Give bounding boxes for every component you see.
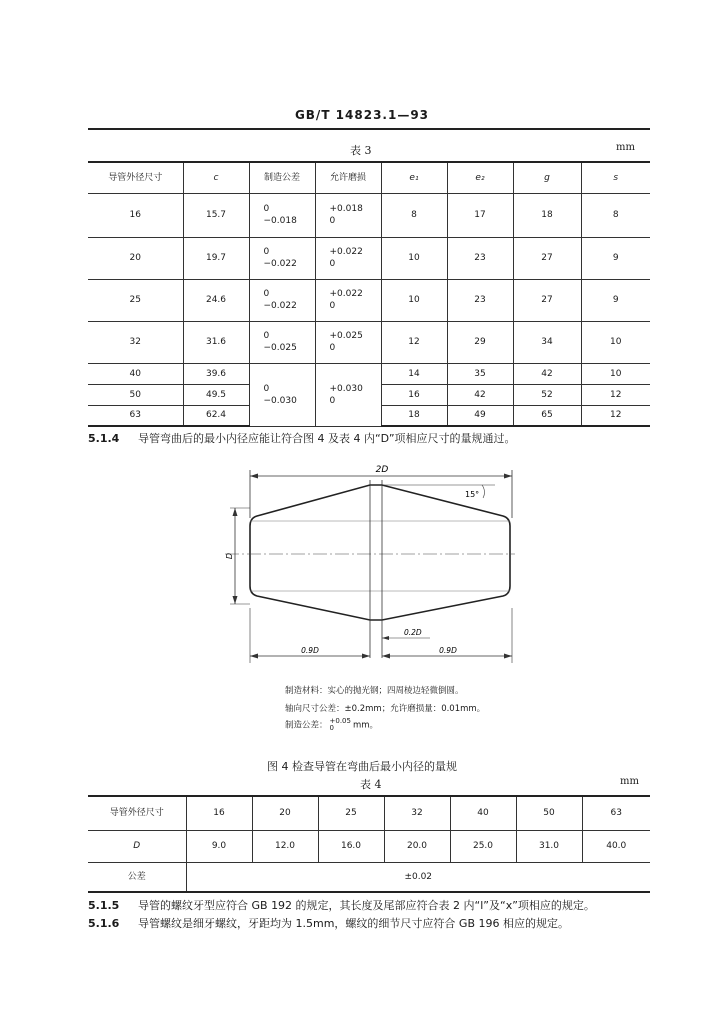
tol-upper: 0 — [263, 331, 270, 341]
cell-e2: 49 — [447, 405, 513, 426]
dim-label-neck: 0.2D — [404, 628, 422, 637]
cell-s: 9 — [581, 237, 650, 279]
wear-upper: +0.022 — [329, 289, 363, 299]
cell-g: 27 — [513, 237, 581, 279]
cell-e2: 42 — [447, 384, 513, 405]
cell-e1: 16 — [381, 384, 447, 405]
cell-e1: 10 — [381, 279, 447, 321]
table-row — [88, 796, 650, 830]
cell-d: 16.0 — [318, 830, 384, 862]
cell-g: 18 — [513, 193, 581, 237]
dim-label-d: D — [225, 552, 234, 560]
cell-s: 8 — [581, 193, 650, 237]
note-mfg-limits — [330, 718, 351, 732]
cell-e2: 17 — [447, 193, 513, 237]
note-mfg-prefix: 制造公差： — [285, 720, 328, 731]
angle-arc — [482, 485, 484, 498]
arrow-head — [250, 474, 258, 479]
table-row — [88, 862, 650, 892]
cell-e1: 12 — [381, 321, 447, 363]
cell-size: 50 — [516, 796, 582, 830]
table3-header: s — [581, 162, 650, 193]
table3-unit: mm — [616, 142, 635, 153]
cell-e1: 8 — [381, 193, 447, 237]
table3-header: c — [183, 162, 249, 193]
note-axial: 轴向尺寸公差：±0.2mm；允许磨损量：0.01mm。 — [285, 704, 486, 714]
cell-d: 12.0 — [252, 830, 318, 862]
cell-e2: 23 — [447, 279, 513, 321]
cell-g: 42 — [513, 363, 581, 384]
arrow-head — [382, 636, 389, 640]
clause-number: 5.1.5 — [88, 899, 120, 912]
arrow-head — [233, 596, 238, 604]
cell-wear — [315, 321, 381, 363]
dim-label-09d-left: 0.9D — [301, 646, 319, 655]
row-label: 公差 — [88, 862, 186, 892]
table-row — [88, 363, 650, 384]
arrow-head — [233, 508, 238, 516]
cell-c: 31.6 — [183, 321, 249, 363]
dim-label-09d-right: 0.9D — [439, 646, 457, 655]
cell-size: 16 — [186, 796, 252, 830]
cell-size: 25 — [318, 796, 384, 830]
table-row — [88, 830, 650, 862]
table3-title: 表 3 — [350, 144, 372, 157]
cell-tolerance — [249, 237, 315, 279]
row-label: D — [88, 830, 186, 862]
table4-title: 表 4 — [360, 778, 382, 791]
cell-d: 25.0 — [450, 830, 516, 862]
dim-label-2d: 2D — [375, 465, 389, 475]
header-rule — [88, 128, 650, 130]
cell-c: 15.7 — [183, 193, 249, 237]
cell-s: 10 — [581, 363, 650, 384]
table3 — [88, 161, 650, 427]
cell-e1: 14 — [381, 363, 447, 384]
clause-5-1-5 — [88, 897, 595, 913]
document-code: GB/T 14823.1—93 — [294, 108, 430, 122]
tol-lower: −0.030 — [263, 395, 297, 406]
row-label: 导管外径尺寸 — [88, 796, 186, 830]
cell-size: 32 — [384, 796, 450, 830]
cell-d: 63 — [88, 405, 183, 426]
table3-header: 允许磨损 — [315, 162, 381, 193]
table3-header: 制造公差 — [249, 162, 315, 193]
wear-upper: +0.025 — [329, 331, 363, 341]
tol-upper: 0 — [263, 204, 270, 214]
cell-e2: 29 — [447, 321, 513, 363]
wear-lower: 0 — [329, 343, 336, 353]
cell-g: 52 — [513, 384, 581, 405]
cell-g: 27 — [513, 279, 581, 321]
tol-upper: 0 — [263, 289, 270, 299]
cell-e1: 18 — [381, 405, 447, 426]
cell-d: 16 — [88, 193, 183, 237]
cell-d: 40 — [88, 363, 183, 384]
note-mfg-suffix: mm。 — [352, 720, 379, 731]
clause-text: 导管螺纹是细牙螺纹，牙距均为 1.5mm，螺纹的细节尺寸应符合 GB 196 相应的规定。 — [138, 917, 569, 930]
wear-lower: 0 — [329, 216, 336, 226]
table-row — [88, 237, 650, 279]
cell-g: 65 — [513, 405, 581, 426]
cell-tolerance: ±0.02 — [186, 862, 650, 892]
table3-header-row — [88, 162, 650, 193]
cell-d: 50 — [88, 384, 183, 405]
tol-upper: 0 — [263, 383, 270, 394]
tol-lower: −0.022 — [263, 301, 297, 311]
cell-d: 31.0 — [516, 830, 582, 862]
note-material: 制造材料：实心的抛光钢；四周棱边轻微倒圆。 — [285, 686, 464, 696]
arrow-head — [504, 474, 512, 479]
arrow-head — [250, 654, 258, 659]
tol-upper: 0 — [263, 247, 270, 257]
cell-size: 20 — [252, 796, 318, 830]
cell-c: 39.6 — [183, 363, 249, 384]
cell-d: 25 — [88, 279, 183, 321]
table3-header: e₂ — [447, 162, 513, 193]
dim-label-angle: 15° — [465, 490, 480, 499]
wear-lower: 0 — [329, 301, 336, 311]
cell-d: 40.0 — [582, 830, 650, 862]
cell-tolerance — [249, 193, 315, 237]
wear-lower: 0 — [329, 259, 336, 269]
note-mfg-sup: +0.05 — [329, 717, 351, 725]
cell-size: 63 — [582, 796, 650, 830]
table3-header: 导管外径尺寸 — [88, 162, 183, 193]
clause-text: 导管的螺纹牙型应符合 GB 192 的规定，其长度及尾部应符合表 2 内“l”及“x”项相应的规定。 — [138, 899, 595, 912]
cell-c: 24.6 — [183, 279, 249, 321]
cell-s: 12 — [581, 405, 650, 426]
tol-lower: −0.025 — [263, 343, 297, 353]
arrow-head — [504, 654, 512, 659]
figure4-caption: 图 4 检查导管在弯曲后最小内径的量规 — [267, 760, 457, 773]
cell-tolerance — [249, 279, 315, 321]
cell-d: 20.0 — [384, 830, 450, 862]
arrow-head — [362, 654, 370, 659]
cell-g: 34 — [513, 321, 581, 363]
gauge-outline — [250, 485, 510, 620]
cell-wear-merged — [315, 363, 381, 426]
wear-upper: +0.022 — [329, 247, 363, 257]
cell-c: 62.4 — [183, 405, 249, 426]
figure4-drawing — [220, 458, 520, 668]
wear-lower: 0 — [329, 395, 336, 406]
table3-header: e₁ — [381, 162, 447, 193]
table4 — [88, 795, 650, 893]
wear-upper: +0.030 — [329, 383, 363, 394]
table3-header: g — [513, 162, 581, 193]
clause-number: 5.1.4 — [88, 432, 120, 445]
cell-s: 9 — [581, 279, 650, 321]
cell-e1: 10 — [381, 237, 447, 279]
clause-number: 5.1.6 — [88, 917, 120, 930]
cell-s: 10 — [581, 321, 650, 363]
cell-wear — [315, 193, 381, 237]
cell-wear — [315, 237, 381, 279]
cell-s: 12 — [581, 384, 650, 405]
cell-wear — [315, 279, 381, 321]
cell-d: 9.0 — [186, 830, 252, 862]
wear-upper: +0.018 — [329, 204, 363, 214]
cell-d: 20 — [88, 237, 183, 279]
clause-5-1-6 — [88, 915, 569, 931]
cell-c: 49.5 — [183, 384, 249, 405]
table-row — [88, 279, 650, 321]
cell-c: 19.7 — [183, 237, 249, 279]
cell-e2: 23 — [447, 237, 513, 279]
cell-e2: 35 — [447, 363, 513, 384]
clause-text: 导管弯曲后的最小内径应能让符合图 4 及表 4 内“D”项相应尺寸的量规通过。 — [138, 432, 516, 445]
table4-unit: mm — [620, 776, 639, 787]
table-row — [88, 321, 650, 363]
arrow-head — [382, 654, 390, 659]
cell-tolerance — [249, 321, 315, 363]
note-mfg-tolerance — [285, 718, 378, 732]
tol-lower: −0.018 — [263, 216, 297, 226]
cell-d: 32 — [88, 321, 183, 363]
clause-5-1-4 — [88, 430, 516, 446]
tol-lower: −0.022 — [263, 259, 297, 269]
note-mfg-sub: 0 — [329, 724, 334, 732]
cell-tolerance-merged — [249, 363, 315, 426]
table-row — [88, 193, 650, 237]
cell-size: 40 — [450, 796, 516, 830]
